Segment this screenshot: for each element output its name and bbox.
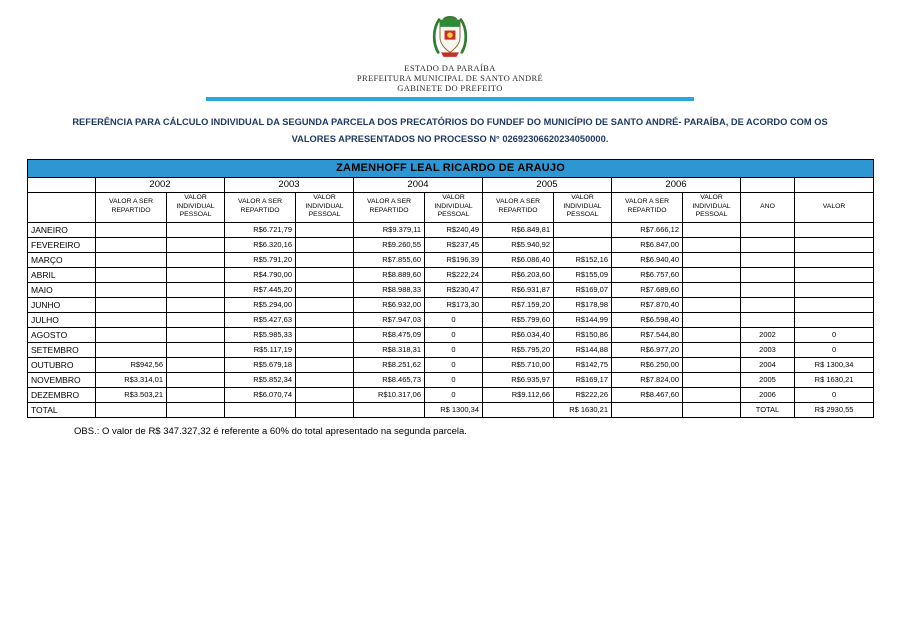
value-cell: [167, 222, 225, 237]
value-cell: [296, 297, 354, 312]
value-cell: [683, 387, 741, 402]
value-cell: [296, 282, 354, 297]
value-cell: [741, 267, 795, 282]
empty-subheader-cell: [28, 192, 96, 222]
value-cell: R$6.250,00: [612, 357, 683, 372]
value-cell: 0: [425, 372, 483, 387]
value-cell: R$5.117,19: [225, 342, 296, 357]
table-row: [28, 357, 874, 372]
value-cell: R$4.790,00: [225, 267, 296, 282]
month-label: SETEMBRO: [28, 342, 96, 357]
value-cell: R$169,07: [554, 282, 612, 297]
table-row: [28, 402, 874, 417]
table-row: [28, 327, 874, 342]
value-cell: R$7.445,20: [225, 282, 296, 297]
value-cell: R$169,17: [554, 372, 612, 387]
value-cell: [296, 237, 354, 252]
month-label: MARÇO: [28, 252, 96, 267]
value-cell: R$222,24: [425, 267, 483, 282]
value-cell: R$8.889,60: [354, 267, 425, 282]
value-cell: [554, 222, 612, 237]
value-cell: [96, 312, 167, 327]
value-cell: R$173,30: [425, 297, 483, 312]
value-cell: [296, 327, 354, 342]
value-cell: R$152,16: [554, 252, 612, 267]
month-label: MAIO: [28, 282, 96, 297]
value-cell: [96, 402, 167, 417]
value-cell: [167, 342, 225, 357]
value-cell: R$6.932,00: [354, 297, 425, 312]
value-cell: R$10.317,06: [354, 387, 425, 402]
value-cell: R$5.852,34: [225, 372, 296, 387]
value-cell: [167, 327, 225, 342]
header-divider-rule: [206, 97, 694, 101]
value-cell: R$5.710,00: [483, 357, 554, 372]
value-cell: 0: [795, 327, 874, 342]
value-cell: R$6.931,87: [483, 282, 554, 297]
person-name-banner: ZAMENHOFF LEAL RICARDO DE ARAUJO: [28, 159, 874, 177]
value-cell: R$222,26: [554, 387, 612, 402]
value-cell: [296, 387, 354, 402]
value-cell: [167, 387, 225, 402]
year-header-2004: 2004: [354, 177, 483, 192]
subheader-individual-2005: VALOR INDIVIDUAL PESSOAL: [554, 192, 612, 222]
value-cell: [741, 297, 795, 312]
value-cell: R$150,86: [554, 327, 612, 342]
value-cell: [167, 372, 225, 387]
value-cell: [683, 357, 741, 372]
value-cell: R$7.159,20: [483, 297, 554, 312]
org-line-gabinete: GABINETE DO PREFEITO: [397, 83, 503, 94]
value-cell: R$5.294,00: [225, 297, 296, 312]
value-cell: [683, 282, 741, 297]
subheader-individual-2002: VALOR INDIVIDUAL PESSOAL: [167, 192, 225, 222]
month-label: AGOSTO: [28, 327, 96, 342]
org-lines: [0, 63, 900, 93]
empty-cell-above-valor: [795, 177, 874, 192]
table-row: [28, 342, 874, 357]
value-cell: R$6.320,16: [225, 237, 296, 252]
value-cell: [296, 357, 354, 372]
value-cell: R$6.935,97: [483, 372, 554, 387]
value-cell: R$5.985,33: [225, 327, 296, 342]
value-cell: R$178,98: [554, 297, 612, 312]
month-label: DEZEMBRO: [28, 387, 96, 402]
subheader-individual-2006: VALOR INDIVIDUAL PESSOAL: [683, 192, 741, 222]
table-row: [28, 267, 874, 282]
value-cell: R$942,56: [96, 357, 167, 372]
year-header-2006: 2006: [612, 177, 741, 192]
value-cell: R$6.598,40: [612, 312, 683, 327]
month-label: TOTAL: [28, 402, 96, 417]
value-cell: R$6.847,00: [612, 237, 683, 252]
value-cell: [354, 402, 425, 417]
value-cell: R$9.260,55: [354, 237, 425, 252]
value-cell: R$8.251,62: [354, 357, 425, 372]
value-cell: [612, 402, 683, 417]
value-cell: [683, 327, 741, 342]
value-cell: [683, 222, 741, 237]
value-cell: R$ 1300,34: [425, 402, 483, 417]
value-cell: R$237,45: [425, 237, 483, 252]
value-cell: [795, 267, 874, 282]
subheader-repartido-2006: VALOR A SER REPARTIDO: [612, 192, 683, 222]
table-subheaders-row: [28, 192, 874, 222]
year-header-2003: 2003: [225, 177, 354, 192]
empty-cell-above-ano: [741, 177, 795, 192]
value-cell: [296, 222, 354, 237]
value-cell: [167, 312, 225, 327]
coat-of-arms-crest: [430, 12, 470, 60]
value-cell: [96, 222, 167, 237]
value-cell: TOTAL: [741, 402, 795, 417]
value-cell: [795, 282, 874, 297]
value-cell: 0: [425, 387, 483, 402]
value-cell: 0: [795, 342, 874, 357]
value-cell: R$7.824,00: [612, 372, 683, 387]
value-cell: [96, 237, 167, 252]
value-cell: R$5.799,60: [483, 312, 554, 327]
value-cell: R$ 1630,21: [795, 372, 874, 387]
value-cell: R$6.034,40: [483, 327, 554, 342]
value-cell: R$6.977,20: [612, 342, 683, 357]
value-cell: [167, 252, 225, 267]
value-cell: 2002: [741, 327, 795, 342]
table-row: [28, 297, 874, 312]
value-cell: [96, 267, 167, 282]
value-cell: [683, 267, 741, 282]
value-cell: [96, 342, 167, 357]
value-cell: [483, 402, 554, 417]
year-header-2005: 2005: [483, 177, 612, 192]
year-header-2002: 2002: [96, 177, 225, 192]
value-cell: 0: [425, 327, 483, 342]
value-cell: R$155,09: [554, 267, 612, 282]
table-row: [28, 222, 874, 237]
value-cell: R$7.666,12: [612, 222, 683, 237]
value-cell: R$142,75: [554, 357, 612, 372]
value-cell: R$230,47: [425, 282, 483, 297]
month-label: OUTUBRO: [28, 357, 96, 372]
value-cell: R$ 1300,34: [795, 357, 874, 372]
subheader-repartido-2005: VALOR A SER REPARTIDO: [483, 192, 554, 222]
value-cell: [683, 312, 741, 327]
value-cell: [96, 327, 167, 342]
subheader-repartido-2003: VALOR A SER REPARTIDO: [225, 192, 296, 222]
value-cell: R$6.849,81: [483, 222, 554, 237]
value-cell: R$5.940,92: [483, 237, 554, 252]
value-cell: [296, 252, 354, 267]
table-years-row: [28, 177, 874, 192]
subheader-repartido-2004: VALOR A SER REPARTIDO: [354, 192, 425, 222]
table-row: [28, 387, 874, 402]
value-cell: 0: [795, 387, 874, 402]
value-cell: [167, 282, 225, 297]
month-label: JUNHO: [28, 297, 96, 312]
value-cell: [683, 342, 741, 357]
subheader-valor: VALOR: [795, 192, 874, 222]
value-cell: [296, 342, 354, 357]
value-cell: R$ 1630,21: [554, 402, 612, 417]
org-line-prefeitura: PREFEITURA MUNICIPAL DE SANTO ANDRÉ: [356, 73, 544, 84]
value-cell: R$8.465,73: [354, 372, 425, 387]
table-row: [28, 372, 874, 387]
value-cell: [96, 282, 167, 297]
value-cell: [167, 297, 225, 312]
value-cell: 0: [425, 357, 483, 372]
value-cell: R$6.940,40: [612, 252, 683, 267]
value-cell: [741, 312, 795, 327]
corner-cell: [28, 177, 96, 192]
value-cell: R$6.070,74: [225, 387, 296, 402]
value-cell: R$5.795,20: [483, 342, 554, 357]
value-cell: R$6.757,60: [612, 267, 683, 282]
value-cell: R$6.721,79: [225, 222, 296, 237]
value-cell: 2003: [741, 342, 795, 357]
document-header: [0, 0, 900, 101]
value-cell: [167, 237, 225, 252]
value-cell: [96, 297, 167, 312]
value-cell: [167, 402, 225, 417]
value-cell: [795, 222, 874, 237]
value-cell: [296, 372, 354, 387]
subheader-individual-2004: VALOR INDIVIDUAL PESSOAL: [425, 192, 483, 222]
obs-note: OBS.: O valor de R$ 347.327,32 é referente a 60% do total apresentado na segunda parcela.: [74, 425, 467, 437]
month-label: JANEIRO: [28, 222, 96, 237]
org-line-estado: ESTADO DA PARAÍBA: [404, 63, 496, 73]
document-title: REFERÊNCIA PARA CÁLCULO INDIVIDUAL DA SEGUNDA PARCELA DOS PRECATÓRIOS DO FUNDEF DO MUNICÍPIO DE SANTO ANDRÉ- PARAÍBA, DE ACORDO COM OS VALORES APRESENTADOS NO PROCESSO N° 02692306620234050000.: [72, 117, 828, 144]
value-cell: R$240,49: [425, 222, 483, 237]
value-cell: R$5.427,63: [225, 312, 296, 327]
value-cell: R$144,88: [554, 342, 612, 357]
value-cell: R$ 2930,55: [795, 402, 874, 417]
value-cell: R$7.855,60: [354, 252, 425, 267]
value-cell: R$9.379,11: [354, 222, 425, 237]
value-cell: [741, 237, 795, 252]
value-cell: R$7.544,80: [612, 327, 683, 342]
value-cell: [167, 357, 225, 372]
value-cell: [741, 282, 795, 297]
subheader-individual-2003: VALOR INDIVIDUAL PESSOAL: [296, 192, 354, 222]
value-cell: 2006: [741, 387, 795, 402]
value-cell: R$6.203,60: [483, 267, 554, 282]
value-cell: R$8.467,60: [612, 387, 683, 402]
value-cell: R$8.475,09: [354, 327, 425, 342]
value-cell: [795, 252, 874, 267]
month-label: ABRIL: [28, 267, 96, 282]
value-cell: [554, 237, 612, 252]
value-cell: [225, 402, 296, 417]
subheader-ano: ANO: [741, 192, 795, 222]
value-cell: R$3.503,21: [96, 387, 167, 402]
value-cell: R$3.314,01: [96, 372, 167, 387]
value-cell: [683, 237, 741, 252]
value-cell: 2005: [741, 372, 795, 387]
value-cell: R$8.988,33: [354, 282, 425, 297]
month-label: NOVEMBRO: [28, 372, 96, 387]
value-cell: R$6.086,40: [483, 252, 554, 267]
subheader-repartido-2002: VALOR A SER REPARTIDO: [96, 192, 167, 222]
precatorios-table: [27, 159, 874, 418]
value-cell: [741, 222, 795, 237]
table-row: [28, 237, 874, 252]
table-row: [28, 252, 874, 267]
value-cell: [795, 297, 874, 312]
value-cell: [683, 402, 741, 417]
value-cell: 0: [425, 312, 483, 327]
month-label: FEVEREIRO: [28, 237, 96, 252]
month-label: JULHO: [28, 312, 96, 327]
value-cell: [795, 237, 874, 252]
value-cell: R$8.318,31: [354, 342, 425, 357]
value-cell: [296, 312, 354, 327]
value-cell: [96, 252, 167, 267]
value-cell: R$5.679,18: [225, 357, 296, 372]
value-cell: R$5.791,20: [225, 252, 296, 267]
value-cell: [683, 297, 741, 312]
value-cell: 0: [425, 342, 483, 357]
value-cell: R$9.112,66: [483, 387, 554, 402]
value-cell: R$7.947,03: [354, 312, 425, 327]
value-cell: [296, 402, 354, 417]
value-cell: R$144,99: [554, 312, 612, 327]
table-body: [28, 222, 874, 417]
value-cell: [683, 252, 741, 267]
table-row: [28, 282, 874, 297]
table-banner-row: [28, 159, 874, 177]
value-cell: R$196,39: [425, 252, 483, 267]
value-cell: 2004: [741, 357, 795, 372]
value-cell: R$7.689,60: [612, 282, 683, 297]
value-cell: [741, 252, 795, 267]
value-cell: R$7.870,40: [612, 297, 683, 312]
table-row: [28, 312, 874, 327]
value-cell: [683, 372, 741, 387]
value-cell: [795, 312, 874, 327]
value-cell: [167, 267, 225, 282]
value-cell: [296, 267, 354, 282]
